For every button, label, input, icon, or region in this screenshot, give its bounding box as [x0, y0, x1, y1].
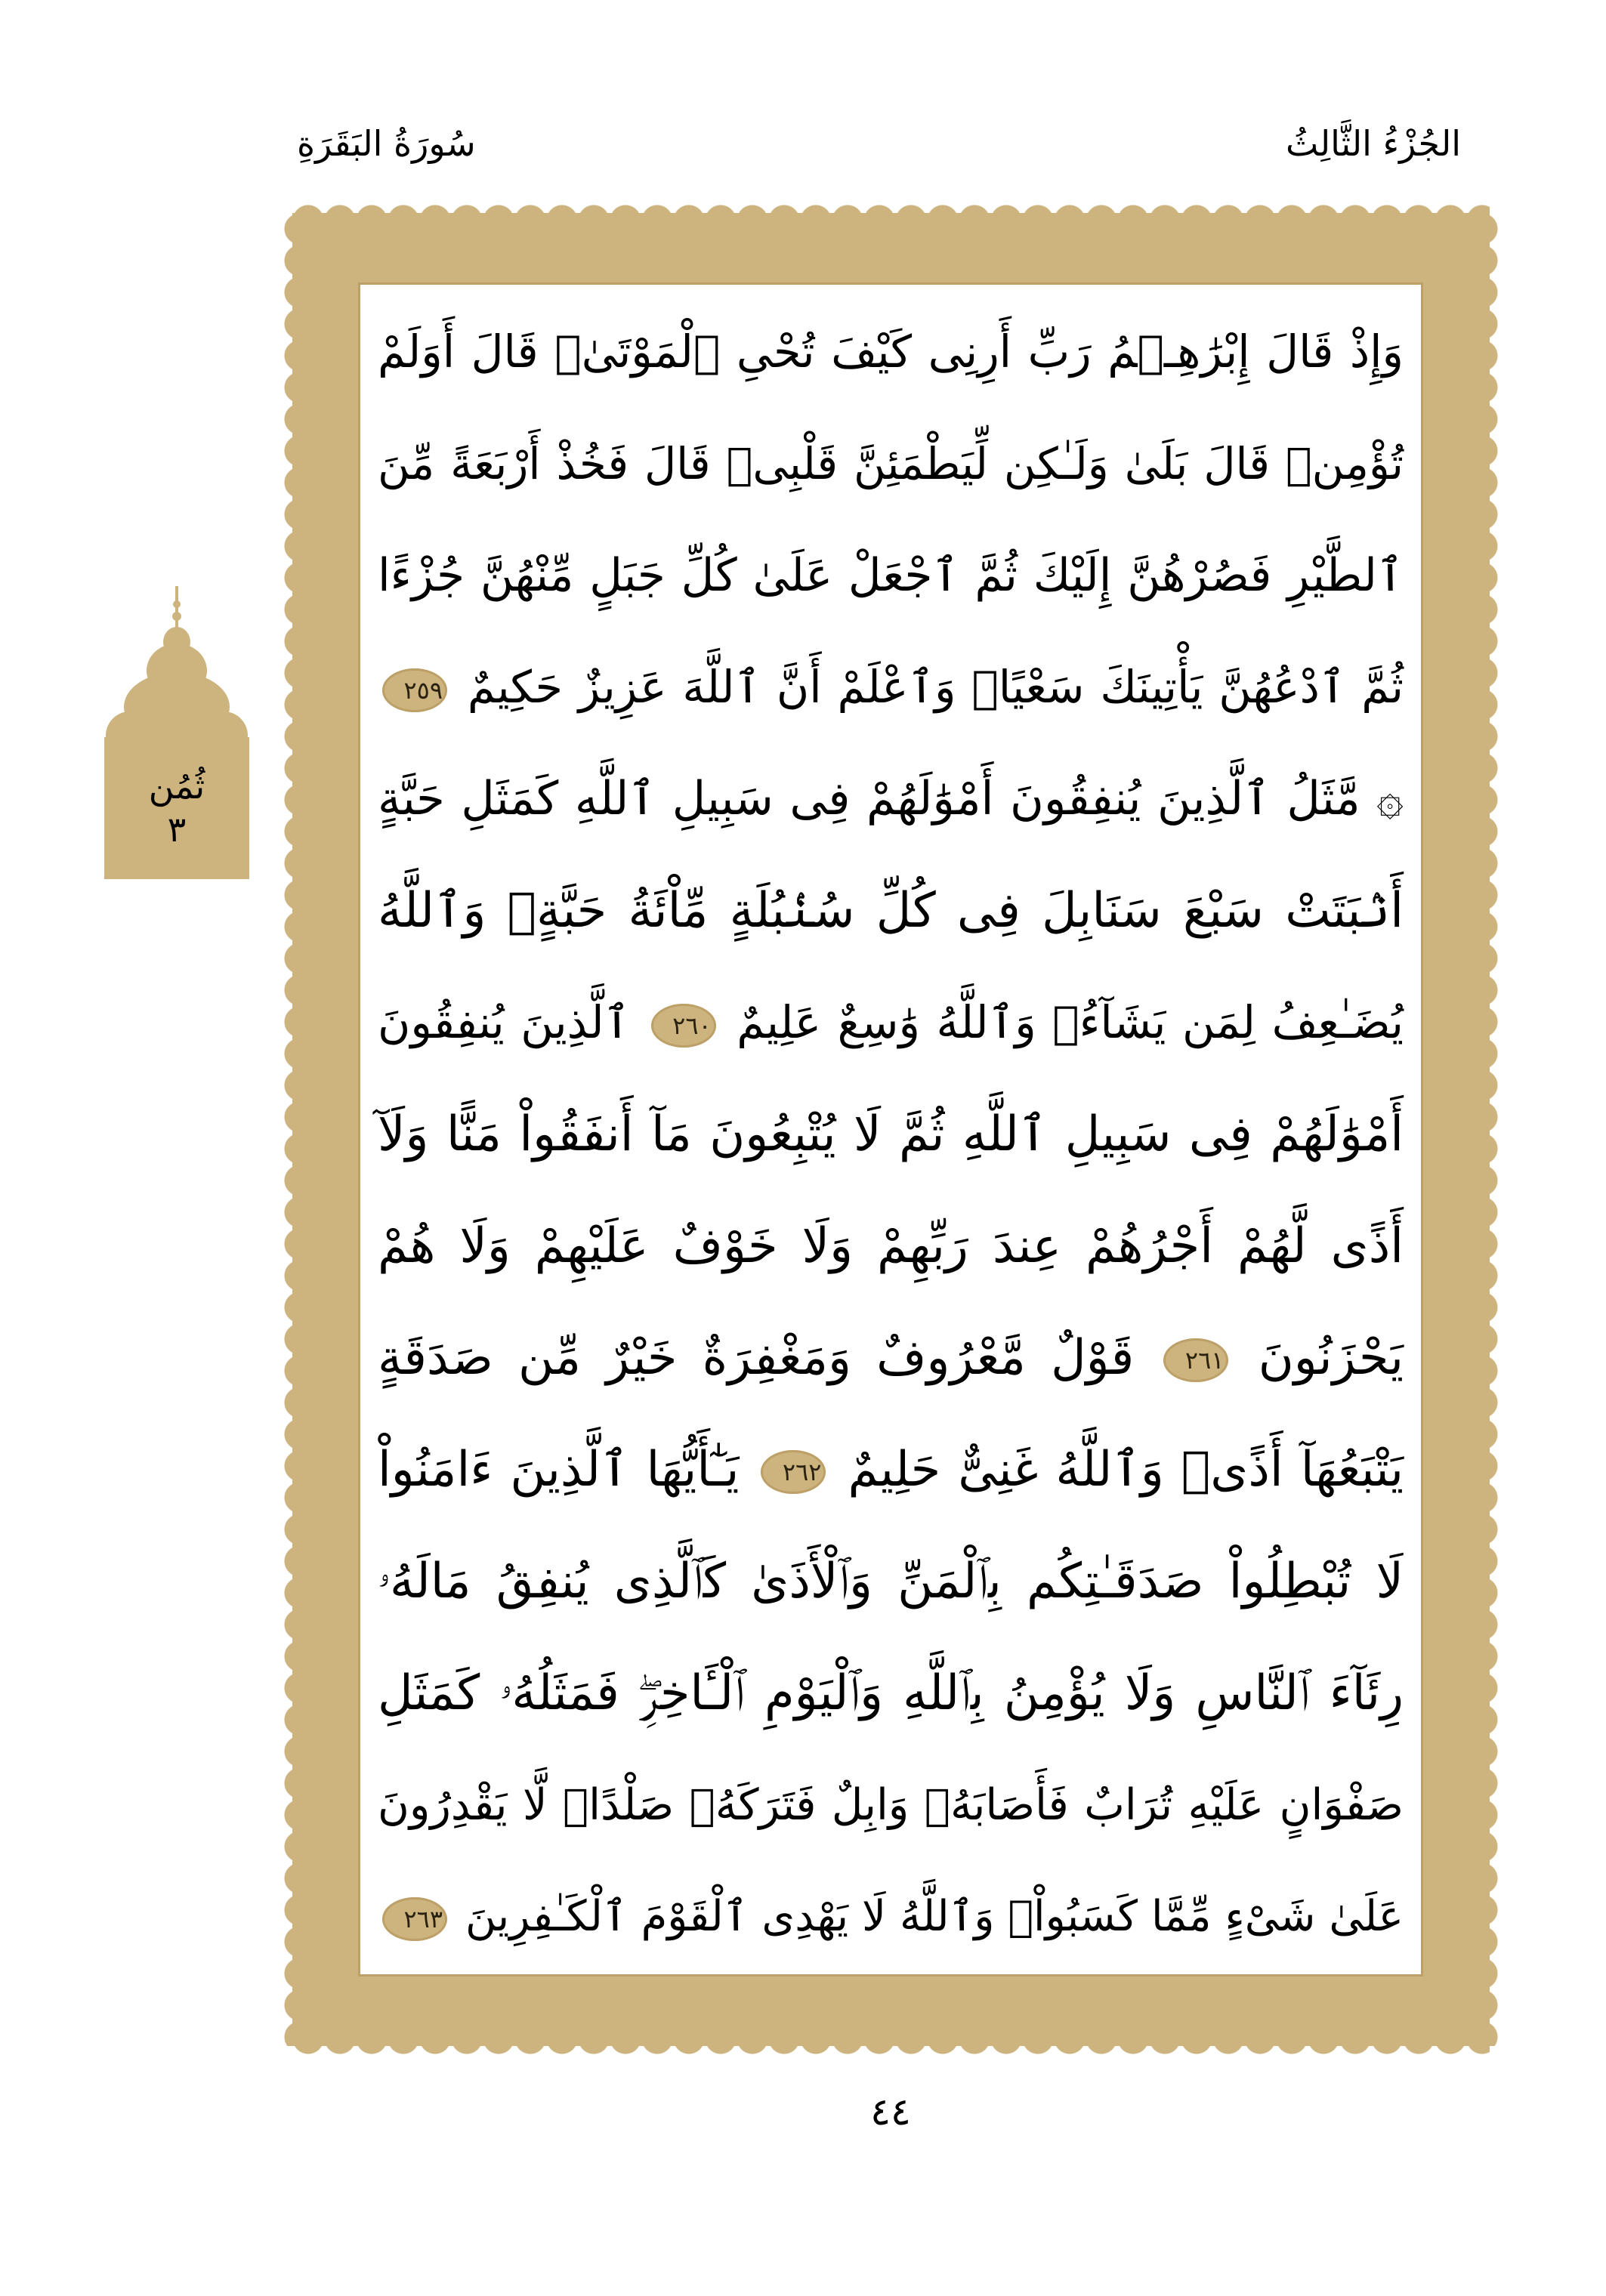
verse-text: تُؤْمِنۖ قَالَ بَلَىٰ وَلَـٰكِن لِّيَطْمَئِنَّ قَلْبِىۖ قَالَ فَخُذْ أَرْبَعَةً مِّنَ	[378, 438, 1404, 489]
juz-header: الجُزْءُ الثَّالِثُ	[1286, 123, 1461, 164]
verse-text: ۞ مَّثَلُ ٱلَّذِينَ يُنفِقُونَ أَمْوَٰلَهُمْ فِى سَبِيلِ ٱللَّهِ كَمَثَلِ حَبَّةٍ	[378, 772, 1404, 826]
verse-text: وَإِذْ قَالَ إِبْرَٰهِـۧمُ رَبِّ أَرِنِى كَيْفَ تُحْىِ ٱلْمَوْتَىٰۖ قَالَ أَوَلَمْ	[378, 326, 1404, 378]
verse-text: أَمْوَٰلَهُمْ فِى سَبِيلِ ٱللَّهِ ثُمَّ لَا يُتْبِعُونَ مَآ أَنفَقُواْ مَنًّا وَلَآ	[378, 1106, 1404, 1162]
quran-line-1	[378, 296, 1404, 408]
verse-text: أَنۢبَتَتْ سَبْعَ سَنَابِلَ فِى كُلِّ سُنۢبُلَةٍ مِّاْئَةُ حَبَّةٍۗ وَٱللَّهُ	[378, 883, 1404, 939]
thumun-marker	[104, 586, 249, 879]
thumun-number: ٣	[167, 809, 187, 850]
verse-text: ٱلَّذِينَ يُنفِقُونَ	[378, 996, 631, 1048]
quran-line-15	[378, 1861, 1404, 1973]
page-number: ٤٤	[870, 2090, 911, 2134]
verse-text: أَذًى لَّهُمْ أَجْرُهُمْ عِندَ رَبِّهِمْ وَلَا خَوْفٌ عَلَيْهِمْ وَلَا هُمْ	[378, 1218, 1404, 1274]
quran-line-9	[378, 1190, 1404, 1302]
verse-text: ثُمَّ ٱدْعُهُنَّ يَأْتِينَكَ سَعْيًاۚ وَٱعْلَمْ أَنَّ ٱللَّهَ عَزِيزٌ حَكِيمٌ	[467, 661, 1404, 713]
verse-text: رِئَآءَ ٱلنَّاسِ وَلَا يُؤْمِنُ بِٱللَّهِ وَٱلْيَوْمِ ٱلْـَٔاخِرِۖ فَمَثَلُهُۥ كَمَثَلِ	[378, 1665, 1404, 1721]
verse-text: صَفْوَانٍ عَلَيْهِ تُرَابٌ فَأَصَابَهُۥ وَابِلٌ فَتَرَكَهُۥ صَلْدًاۖ لَّا يَقْدِرُونَ	[378, 1780, 1404, 1830]
verse-text: يُضَـٰعِفُ لِمَن يَشَآءُۗ وَٱللَّهُ وَٰسِعٌ عَلِيمٌ	[737, 996, 1404, 1048]
verse-text: ٱلطَّيْرِ فَصُرْهُنَّ إِلَيْكَ ثُمَّ ٱجْعَلْ عَلَىٰ كُلِّ جَبَلٍ مِّنْهُنَّ جُزْءًا	[378, 549, 1404, 602]
quran-line-11	[378, 1414, 1404, 1526]
quran-text-block	[378, 296, 1404, 1973]
quran-line-12	[378, 1526, 1404, 1637]
ayah-number-marker: ٢٦٢	[761, 1450, 826, 1494]
quran-line-14	[378, 1749, 1404, 1861]
verse-text: قَوْلٌ مَّعْرُوفٌ وَمَغْفِرَةٌ خَيْرٌ مِّن صَدَقَةٍ	[378, 1330, 1135, 1386]
verse-text: يَتْبَعُهَآ أَذًىۗ وَٱللَّهُ غَنِىٌّ حَلِيمٌ	[848, 1442, 1404, 1498]
verse-text: لَا تُبْطِلُواْ صَدَقَـٰتِكُم بِٱلْمَنِّ وَٱلْأَذَىٰ كَٱلَّذِى يُنفِقُ مَالَهُۥ	[378, 1554, 1404, 1609]
ayah-number-marker: ٢٦٣	[382, 1897, 447, 1941]
quran-line-2	[378, 408, 1404, 520]
quran-line-3	[378, 520, 1404, 631]
verse-text: يَـٰٓأَيُّهَا ٱلَّذِينَ ءَامَنُواْ	[378, 1442, 740, 1498]
quran-line-13	[378, 1637, 1404, 1749]
ayah-number-marker: ٢٦٠	[651, 1004, 716, 1048]
verse-text: يَحْزَنُونَ	[1258, 1330, 1404, 1386]
quran-line-6	[378, 855, 1404, 967]
surah-header: سُورَةُ البَقَرَةِ	[297, 123, 476, 164]
quran-line-7	[378, 967, 1404, 1079]
ayah-number-marker: ٢٥٩	[382, 668, 447, 712]
ayah-number-marker: ٢٦١	[1163, 1338, 1228, 1382]
verse-text: عَلَىٰ شَىْءٍ مِّمَّا كَسَبُواْۗ وَٱللَّهُ لَا يَهْدِى ٱلْقَوْمَ ٱلْكَـٰفِرِينَ	[465, 1892, 1404, 1941]
quran-line-5	[378, 743, 1404, 855]
quran-line-10	[378, 1302, 1404, 1414]
quran-line-4	[378, 631, 1404, 743]
thumun-label: ثُمُن	[148, 766, 205, 807]
quran-line-8	[378, 1079, 1404, 1190]
